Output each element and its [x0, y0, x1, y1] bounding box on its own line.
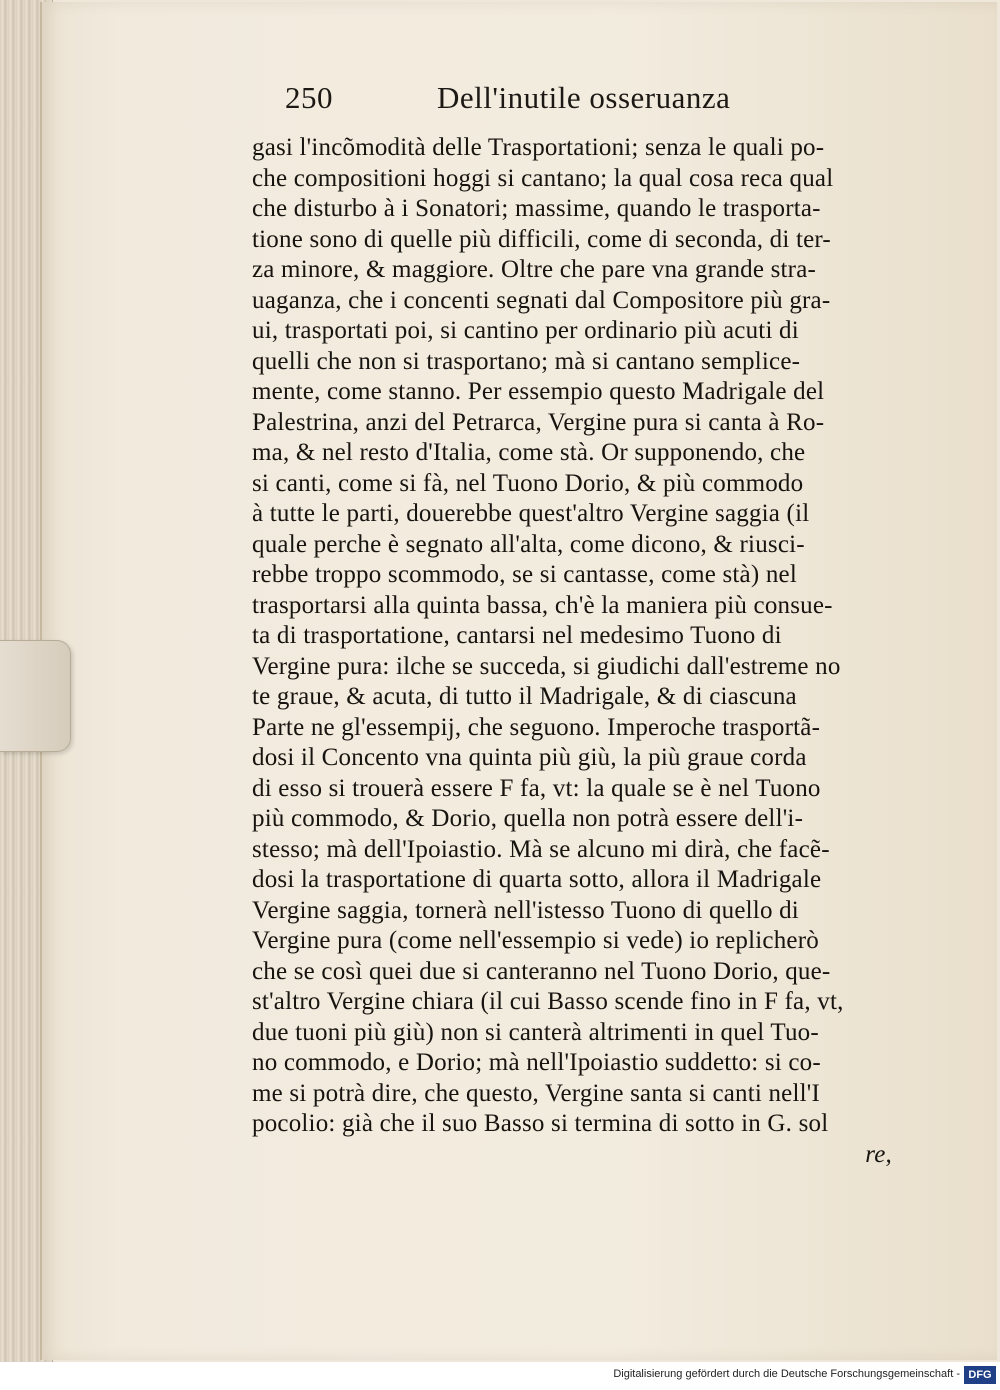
running-title: Dell'inutile osseruanza	[437, 80, 731, 115]
text-line: Vergine pura (come nell'essempio si vede) io replicherò	[252, 927, 819, 954]
text-line: me si potrà dire, che questo, Vergine santa si canti nell'I	[252, 1079, 821, 1107]
text-line: quale perche è segnato all'alta, come dicono, & riusci-	[252, 530, 805, 558]
page-header	[285, 80, 735, 130]
text-line: à tutte le parti, douerebbe quest'altro Vergine saggia (il	[252, 500, 810, 527]
text-line: più commodo, & Dorio, quella non potrà essere dell'i-	[252, 805, 804, 832]
text-line: Vergine saggia, tornerà nell'istesso Tuono di quello di	[252, 896, 799, 924]
dfg-logo: DFG	[964, 1366, 996, 1384]
text-line: Vergine pura: ilche se succeda, si giudichi dall'estreme no	[252, 652, 841, 680]
text-line: che compositioni hoggi si cantano; la qual cosa reca qual	[252, 164, 834, 192]
text-line: dosi il Concento vna quinta più giù, la più graue corda	[252, 744, 807, 771]
text-line: gasi l'incõmodità delle Trasportationi; senza le quali po-	[252, 134, 825, 161]
text-line: ui, trasportati poi, si cantino per ordinario più acuti di	[252, 317, 799, 344]
catchword: re,	[865, 1140, 892, 1168]
text-line: ma, & nel resto d'Italia, come stà. Or supponendo, che	[252, 439, 806, 466]
text-line: che disturbo à i Sonatori; massime, quando le trasporta-	[252, 195, 821, 222]
text-line: rebbe troppo scommodo, se si cantasse, come stà) nel	[252, 561, 797, 588]
text-line: dosi la trasportatione di quarta sotto, allora il Madrigale	[252, 866, 822, 893]
text-line: di esso si trouerà essere F fa, vt: la quale se è nel Tuono	[252, 774, 821, 802]
footer-bar	[0, 1362, 1000, 1390]
text-line: st'altro Vergine chiara (il cui Basso scende fino in F fa, vt,	[252, 988, 844, 1015]
page-clip	[0, 640, 71, 752]
text-line: te graue, & acuta, di tutto il Madrigale, & di ciascuna	[252, 683, 797, 710]
text-line: mente, come stanno. Per essempio questo Madrigale del	[252, 378, 825, 405]
text-line: trasportarsi alla quinta bassa, ch'è la maniera più consue-	[252, 591, 833, 619]
text-line: uaganza, che i concenti segnati dal Compositore più gra-	[252, 286, 831, 314]
body-text	[252, 133, 892, 1170]
text-line: quelli che non si trasportano; mà si cantano semplice-	[252, 347, 801, 375]
text-line: si canti, come si fà, nel Tuono Dorio, & più commodo	[252, 469, 804, 497]
funding-credit: Digitalisierung gefördert durch die Deutsche Forschungsgemeinschaft -	[613, 1368, 960, 1380]
text-line: tione sono di quelle più difficili, come di seconda, di ter-	[252, 225, 831, 253]
text-line: Palestrina, anzi del Petrarca, Vergine pura si canta à Ro-	[252, 408, 825, 436]
text-line: due tuoni più giù) non si canterà altrimenti in quel Tuo-	[252, 1018, 819, 1046]
text-line: che se così quei due si canteranno nel Tuono Dorio, que-	[252, 957, 831, 985]
page-number: 250	[285, 80, 333, 115]
text-line: stesso; mà dell'Ipoiastio. Mà se alcuno mi dirà, che facẽ-	[252, 835, 830, 863]
text-line: za minore, & maggiore. Oltre che pare vna grande stra-	[252, 256, 817, 283]
text-line: no commodo, e Dorio; mà nell'Ipoiastio suddetto: si co-	[252, 1049, 821, 1076]
text-line: Parte ne gl'essempij, che seguono. Imperoche trasportã-	[252, 713, 821, 741]
text-line: pocolio: già che il suo Basso si termina di sotto in G. sol	[252, 1110, 829, 1137]
text-line: ta di trasportatione, cantarsi nel medesimo Tuono di	[252, 622, 782, 649]
